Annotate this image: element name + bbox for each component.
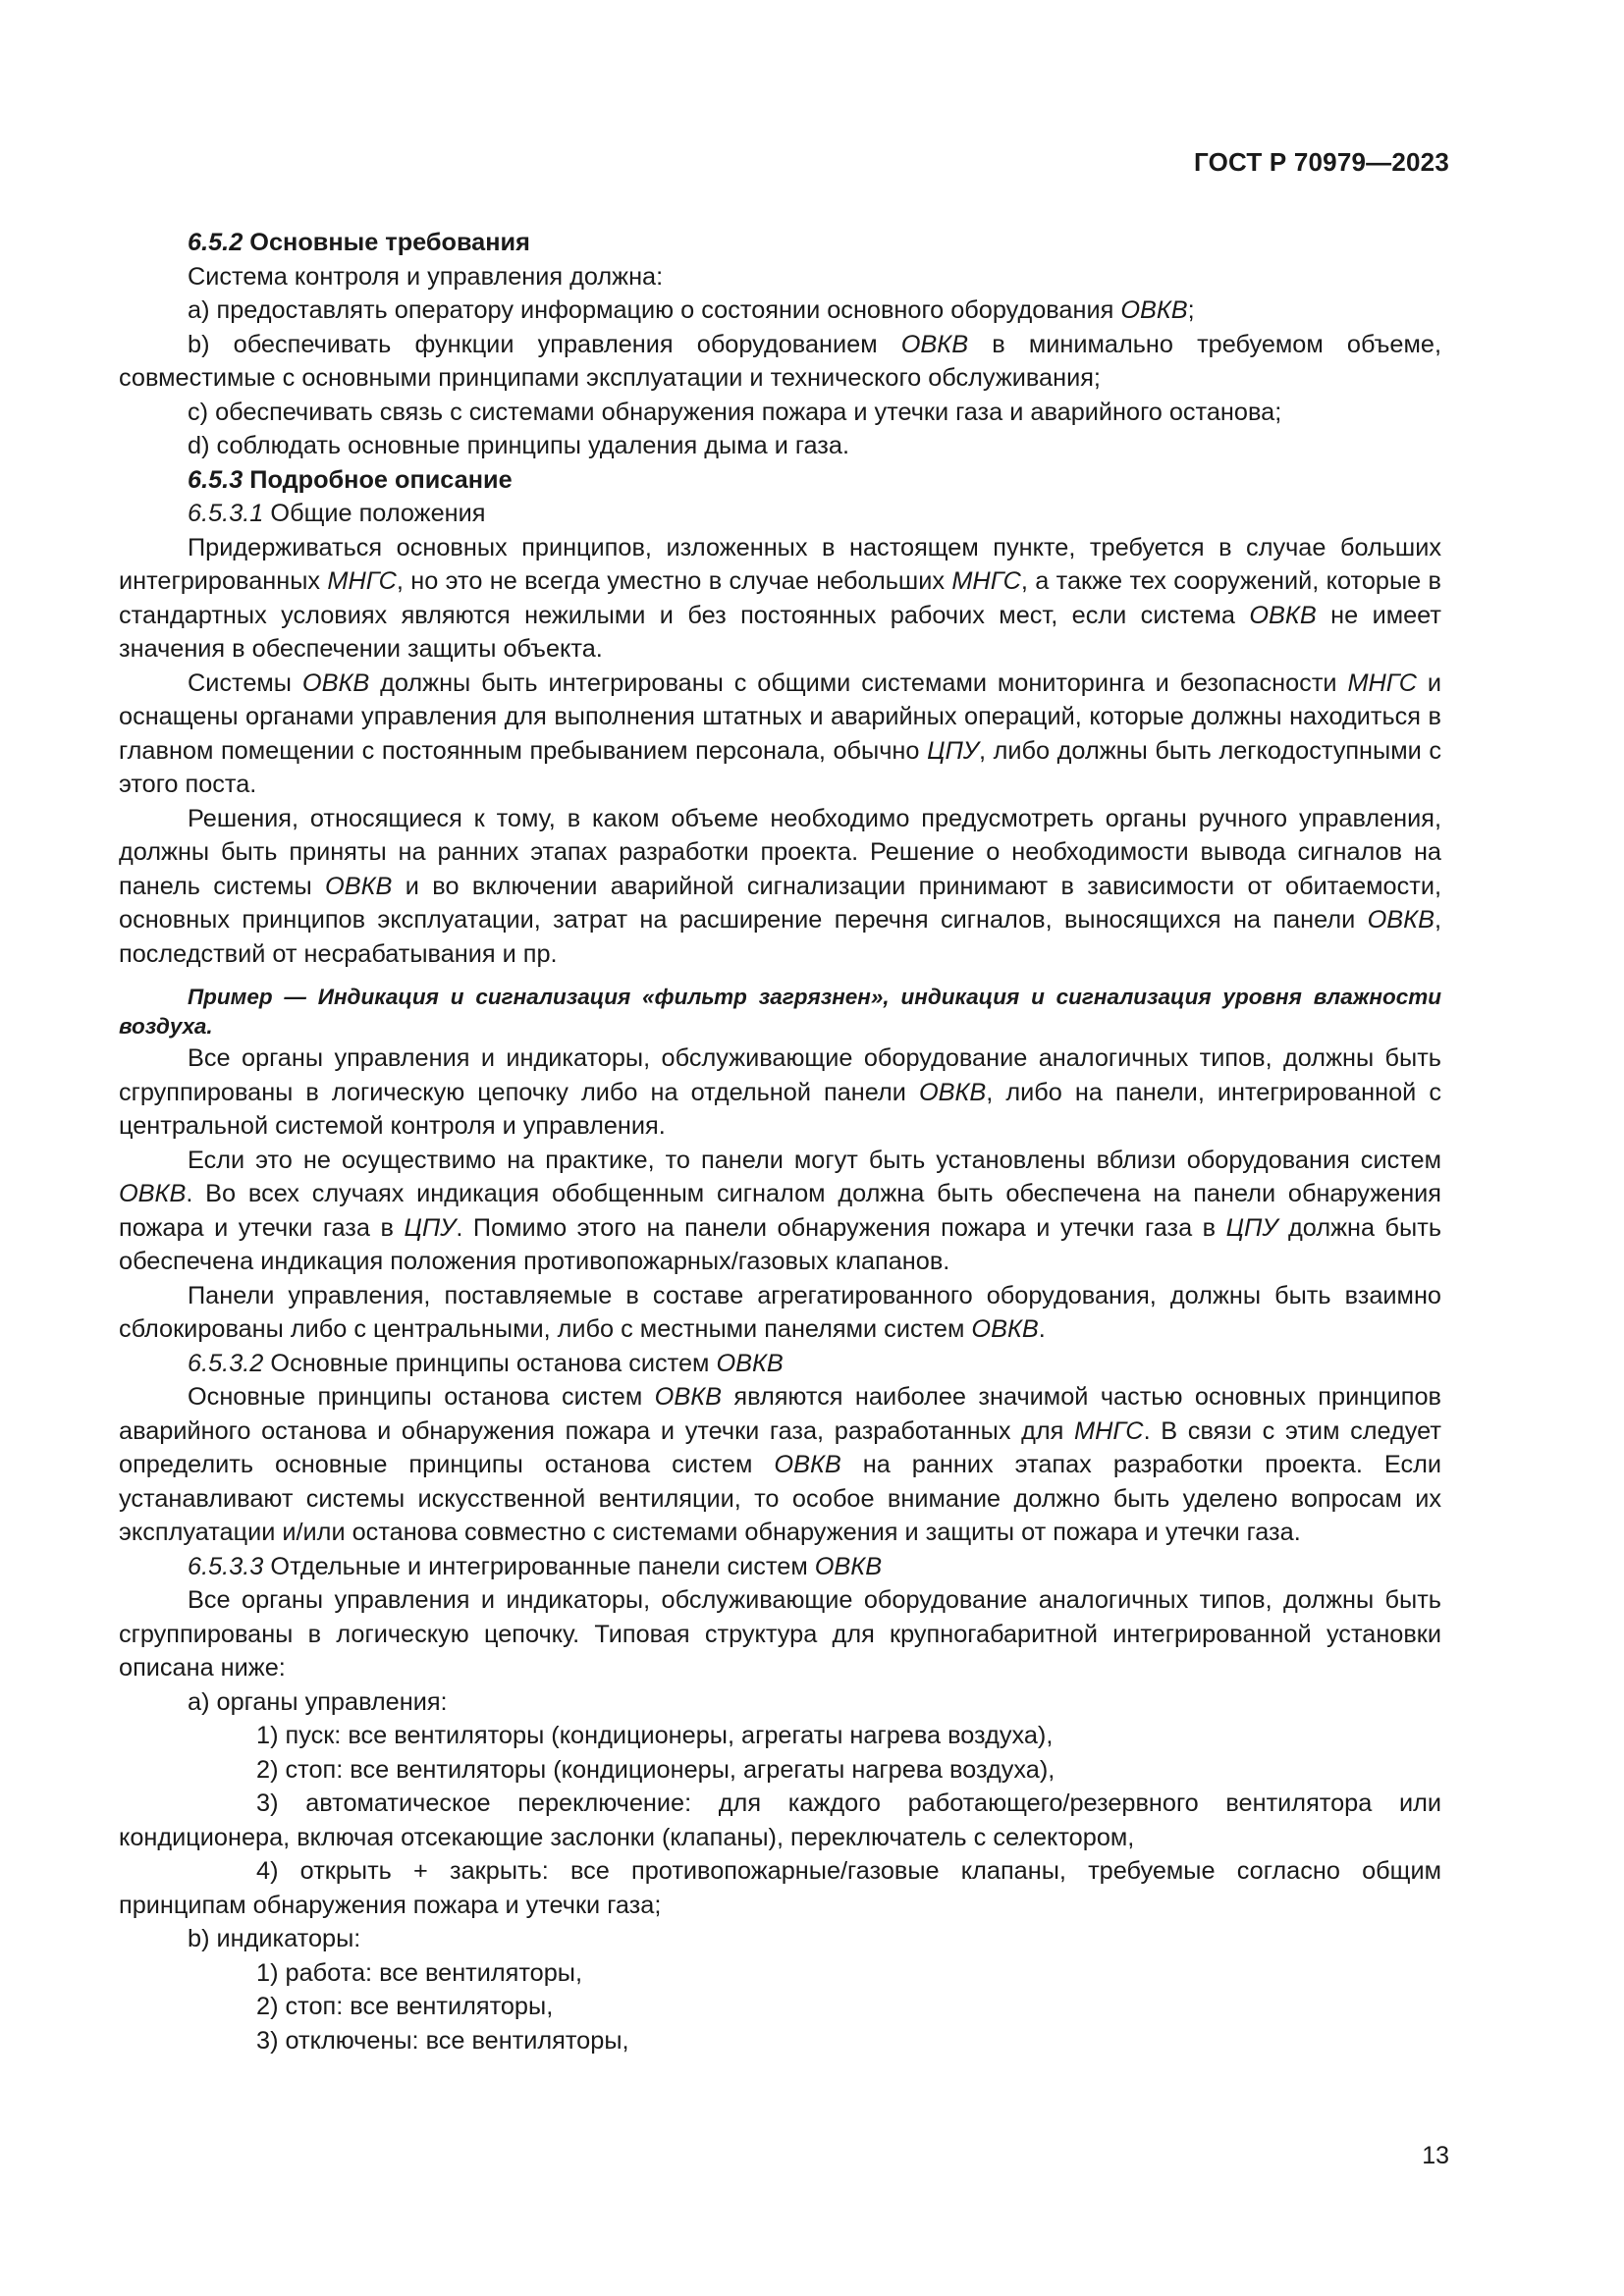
subsection-heading-6-5-3-1: 6.5.3.1 Общие положения: [188, 500, 486, 527]
list-item-c: c) обеспечивать связь с системами обнаружения пожара и утечки газа и аварийного останова;: [188, 398, 1282, 426]
list-item-a: a) органы управления:: [188, 1687, 448, 1716]
page-number: 13: [1422, 2142, 1449, 2169]
paragraph: Основные принципы останова систем ОВКВ являются наиболее значимой частью основных принципов аварийного останова и обнаружения пожара и утечки газа, разработанных для МНГС. В связи с этим следует определить основные принципы останова систем ОВКВ на ранних этапах разработки проекта. Если устанавливают системы искусственной вентиляции, то особое внимание должно быть уделено вопросам их эксплуатации и/или останова совместно с системами обнаружения и защиты от пожара и утечки газа.: [119, 1383, 1441, 1546]
list-subitem: 3) отключены: все вентиляторы,: [256, 2026, 629, 2055]
paragraph: Все органы управления и индикаторы, обслуживающие оборудование аналогичных типов, должны быть сгруппированы в логическую цепочку либо на отдельной панели ОВКВ, либо на панели, интегрированной с центральной системой контроля и управления.: [119, 1044, 1441, 1140]
document-id: ГОСТ Р 70979—2023: [1194, 147, 1449, 177]
list-subitem: 2) стоп: все вентиляторы,: [256, 1993, 554, 2020]
section-heading-6-5-3: 6.5.3 Подробное описание: [188, 465, 513, 494]
list-subitem: 3) автоматическое переключение: для каждого работающего/резервного вентилятора или кондиционера, включая отсекающие заслонки (клапаны), переключатель с селектором,: [119, 1789, 1441, 1851]
list-subitem: 1) работа: все вентиляторы,: [256, 1958, 583, 1987]
paragraph: Системы ОВКВ должны быть интегрированы с общими системами мониторинга и безопасности МНГС и оснащены органами управления для выполнения штатных и аварийных операций, которые должны находиться в главном помещении с постоянным пребыванием персонала, обычно ЦПУ, либо должны быть легкодоступными с этого поста.: [119, 668, 1441, 798]
paragraph: Придерживаться основных принципов, изложенных в настоящем пункте, требуется в случае больших интегрированных МНГС, но это не всегда уместно в случае небольших МНГС, а также тех сооружений, которые в стандартных условиях являются нежилыми и без постоянных рабочих мест, если система ОВКВ не имеет значения в обеспечении защиты объекта.: [119, 533, 1441, 663]
list-item-b: b) обеспечивать функции управления оборудованием ОВКВ в минимально требуемом объеме, совместимые с основными принципами эксплуатации и технического обслуживания;: [119, 330, 1441, 392]
paragraph: Решения, относящиеся к тому, в каком объеме необходимо предусмотреть органы ручного управления, должны быть приняты на ранних этапах разработки проекта. Решение о необходимости вывода сигналов на панель системы ОВКВ и во включении аварийной сигнализации принимают в зависимости от обитаемости, основных принципов эксплуатации, затрат на расширение перечня сигналов, выносящихся на панели ОВКВ, последствий от несрабатывания и пр.: [119, 804, 1441, 968]
list-subitem: 2) стоп: все вентиляторы (кондиционеры, агрегаты нагрева воздуха),: [256, 1755, 1056, 1784]
paragraph: Система контроля и управления должна:: [188, 262, 664, 291]
paragraph: Все органы управления и индикаторы, обслуживающие оборудование аналогичных типов, должны быть сгруппированы в логическую цепочку. Типовая структура для крупногабаритной интегрированной установки описана ниже:: [119, 1586, 1441, 1682]
list-subitem: 1) пуск: все вентиляторы (кондиционеры, агрегаты нагрева воздуха),: [256, 1722, 1054, 1749]
list-item-a: a) предоставлять оператору информацию о состоянии основного оборудования ОВКВ;: [188, 296, 1195, 324]
list-subitem: 4) открыть + закрыть: все противопожарные/газовые клапаны, требуемые согласно общим принципам обнаружения пожара и утечки газа;: [119, 1857, 1441, 1919]
paragraph: Если это не осуществимо на практике, то панели могут быть установлены вблизи оборудования систем ОВКВ. Во всех случаях индикация обобщенным сигналом должна быть обеспечена на панели обнаружения пожара и утечки газа в ЦПУ. Помимо этого на панели обнаружения пожара и утечки газа в ЦПУ должна быть обеспечена индикация положения противопожарных/газовых клапанов.: [119, 1146, 1441, 1275]
list-item-b: b) индикаторы:: [188, 1925, 361, 1952]
subsection-heading-6-5-3-3: 6.5.3.3 Отдельные и интегрированные панели систем ОВКВ: [188, 1552, 883, 1580]
paragraph: Панели управления, поставляемые в составе агрегатированного оборудования, должны быть взаимно сблокированы либо с центральными, либо с местными панелями систем ОВКВ.: [119, 1281, 1441, 1343]
subsection-heading-6-5-3-2: 6.5.3.2 Основные принципы останова систем ОВКВ: [188, 1349, 784, 1377]
example-note: Пример — Индикация и сигнализация «фильтр загрязнен», индикация и сигнализация уровня влажности воздуха.: [119, 985, 1441, 1039]
document-body: [119, 226, 1441, 2057]
list-item-d: d) соблюдать основные принципы удаления дыма и газа.: [188, 432, 849, 459]
section-heading-6-5-2: 6.5.2 Основные требования: [188, 229, 530, 256]
